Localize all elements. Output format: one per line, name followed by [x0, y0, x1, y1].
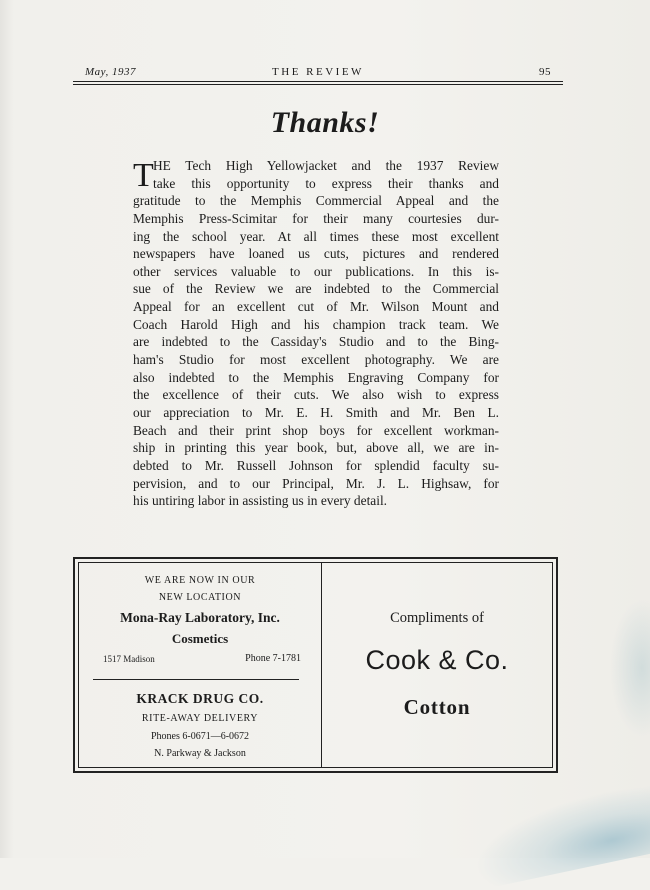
mona-ray-line2: NEW LOCATION	[158, 592, 242, 603]
cook-name: Cook & Co.	[365, 645, 509, 675]
body-line: Coach Harold High and his champion track team. We	[133, 316, 499, 332]
water-stain-edge	[610, 598, 650, 738]
article-heading: Thanks!	[270, 106, 380, 139]
body-line: are indebted to the Cassiday's Studio and to the Bing-	[133, 334, 499, 350]
body-line: debted to Mr. Russell Johnson for splendid faculty su-	[133, 457, 499, 473]
krack-service: RITE-AWAY DELIVERY	[141, 713, 259, 724]
body-line: his untiring labor in assisting us in every detail.	[133, 493, 388, 509]
body-line: also indebted to the Memphis Engraving Company for	[133, 369, 499, 385]
body-line: ing the school year. At all times these most excellent	[133, 228, 499, 244]
body-line: our appreciation to Mr. E. H. Smith and Mr. Ben L.	[133, 404, 499, 420]
drop-cap: T	[133, 157, 154, 194]
cook-compliments: Compliments of	[390, 610, 484, 626]
krack-address: N. Parkway & Jackson	[154, 748, 246, 759]
body-line: Memphis Press-Scimitar for their many courtesies dur-	[133, 210, 499, 226]
running-header	[73, 66, 563, 80]
krack-name: KRACK DRUG CO.	[136, 691, 264, 706]
header-rule-thin	[73, 84, 563, 85]
body-line: ship in printing this year book, but, above all, we are in-	[133, 440, 499, 456]
advertisement-inner-frame	[78, 562, 553, 768]
mona-ray-phone: Phone 7-1781	[245, 653, 301, 664]
ad-horizontal-divider	[93, 679, 299, 680]
header-publication: THE REVIEW	[272, 66, 364, 78]
article-body	[133, 157, 499, 510]
header-rule-thick	[73, 81, 563, 82]
page-number: 95	[539, 66, 551, 78]
krack-phones: Phones 6-0671—6-0672	[150, 731, 250, 742]
body-line: gratitude to the Memphis Commercial Appeal and the	[133, 193, 499, 209]
mona-ray-product: Cosmetics	[171, 631, 229, 646]
advertisement-box	[73, 557, 558, 773]
body-line: ham's Studio for most excellent photography. We are	[133, 352, 499, 368]
body-line: other services valuable to our publications. In this is-	[133, 263, 499, 279]
body-line: newspapers have loaned us cuts, pictures and rendered	[133, 246, 499, 262]
mona-ray-name: Mona-Ray Laboratory, Inc.	[120, 610, 280, 625]
body-line: the excellence of their cuts. We also wish to express	[133, 387, 499, 403]
body-line: take this opportunity to express their thanks and	[153, 175, 499, 191]
body-line: pervision, and to our Principal, Mr. J. L. Highsaw, for	[133, 475, 499, 491]
mona-ray-line1: WE ARE NOW IN OUR	[144, 575, 256, 586]
header-date: May, 1937	[85, 66, 136, 78]
mona-ray-address: 1517 Madison	[103, 654, 155, 664]
cook-product: Cotton	[403, 695, 471, 719]
body-line: Beach and their print shop boys for excellent workman-	[133, 422, 499, 438]
body-line: Appeal for an excellent cut of Mr. Wilson Mount and	[133, 299, 499, 315]
body-line: sue of the Review we are indebted to the Commercial	[133, 281, 499, 297]
ad-left-column	[79, 563, 321, 767]
ad-right-column	[322, 563, 552, 767]
body-line: HE Tech High Yellowjacket and the 1937 Review	[153, 158, 499, 173]
